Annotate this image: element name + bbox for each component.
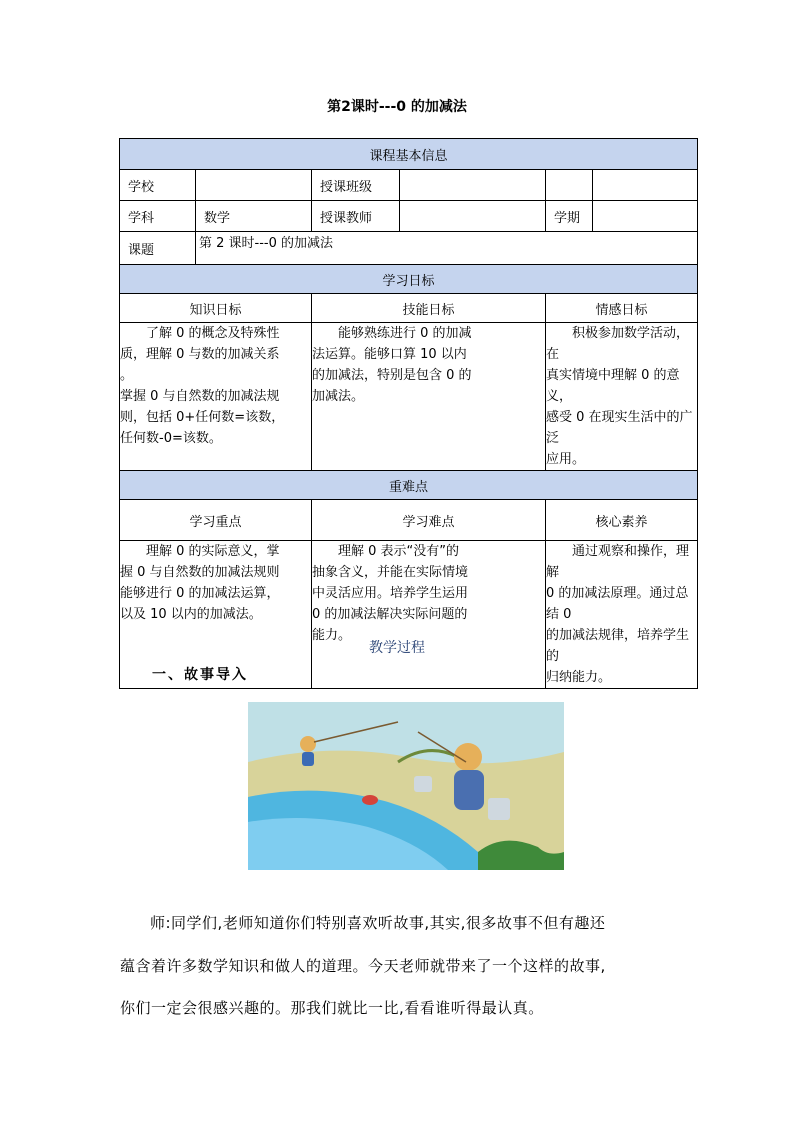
goal-header-skill: 技能日标 bbox=[312, 294, 546, 323]
process-title: 教学过程 bbox=[369, 640, 425, 656]
paragraph-3: 你们一定会很感兴趣的。那我们就比一比,看看谁听得最认真。 bbox=[120, 999, 544, 1017]
key-header-literacy: 核心素养 bbox=[546, 500, 698, 541]
school-value bbox=[196, 170, 312, 201]
subject-label: 学科 bbox=[120, 201, 196, 232]
section-heading-story: 一、故事导入 bbox=[152, 667, 248, 683]
goal-knowledge-text: 了解 0 的概念及特殊性 质，理解 0 与数的加减关系 。 掌握 0 与自然数的加减法规 则，包括 0+任何数=该数， 任何数-0=该数。 bbox=[120, 323, 312, 471]
course-info-table bbox=[119, 138, 698, 689]
class-label: 授课班级 bbox=[312, 170, 400, 201]
goal-header-knowledge: 知识日标 bbox=[120, 294, 312, 323]
term-label: 学期 bbox=[546, 201, 593, 232]
teacher-value bbox=[400, 201, 546, 232]
paragraph-2: 蕴含着许多数学知识和做人的道理。今天老师就带来了一个这样的故事, bbox=[120, 957, 606, 975]
topic-label: 课题 bbox=[120, 232, 196, 265]
key-literacy-text: 通过观察和操作，理解 0 的加减法原理。通过总结 0 的加减法规律，培养学生的 归纳能力。 bbox=[546, 541, 698, 689]
section-goals: 学习日标 bbox=[120, 265, 698, 294]
document-title: 第2课时---0 的加减法 bbox=[327, 99, 467, 115]
key-focus-text: 理解 0 的实际意义，掌 握 0 与自然数的加减法规则 能够进行 0 的加减法运算， 以及 10 以内的加减法。 bbox=[120, 541, 312, 689]
key-difficulty-text: 理解 0 表示“没有”的 抽象含义，并能在实际情境 中灵活应用。培养学生运用 0 的加减法解决实际问题的 能力。 bbox=[312, 541, 546, 689]
section-key-points: 重难点 bbox=[120, 471, 698, 500]
goal-skill-text: 能够熟练进行 0 的加减 法运算。能够口算 10 以内 的加减法，特别是包含 0 的 加减法。 bbox=[312, 323, 546, 471]
key-header-difficulty: 学习难点 bbox=[312, 500, 546, 541]
empty-cell bbox=[546, 170, 593, 201]
fishing-cats-illustration bbox=[248, 702, 564, 870]
goal-header-emotion: 情感日标 bbox=[546, 294, 698, 323]
key-header-focus: 学习重点 bbox=[120, 500, 312, 541]
paragraph-1: 师:同学们,老师知道你们特别喜欢听故事,其实,很多故事不但有趣还 bbox=[150, 914, 606, 932]
topic-value: 第 2 课时---0 的加减法 bbox=[196, 232, 698, 265]
school-label: 学校 bbox=[120, 170, 196, 201]
subject-value: 数学 bbox=[196, 201, 312, 232]
section-basic-info: 课程基本信息 bbox=[120, 139, 698, 170]
term-value bbox=[593, 201, 698, 232]
teacher-label: 授课教师 bbox=[312, 201, 400, 232]
class-value bbox=[400, 170, 546, 201]
empty-cell bbox=[593, 170, 698, 201]
goal-emotion-text: 积极参加数学活动，在 真实情境中理解 0 的意义， 感受 0 在现实生活中的广泛 应用。 bbox=[546, 323, 698, 471]
